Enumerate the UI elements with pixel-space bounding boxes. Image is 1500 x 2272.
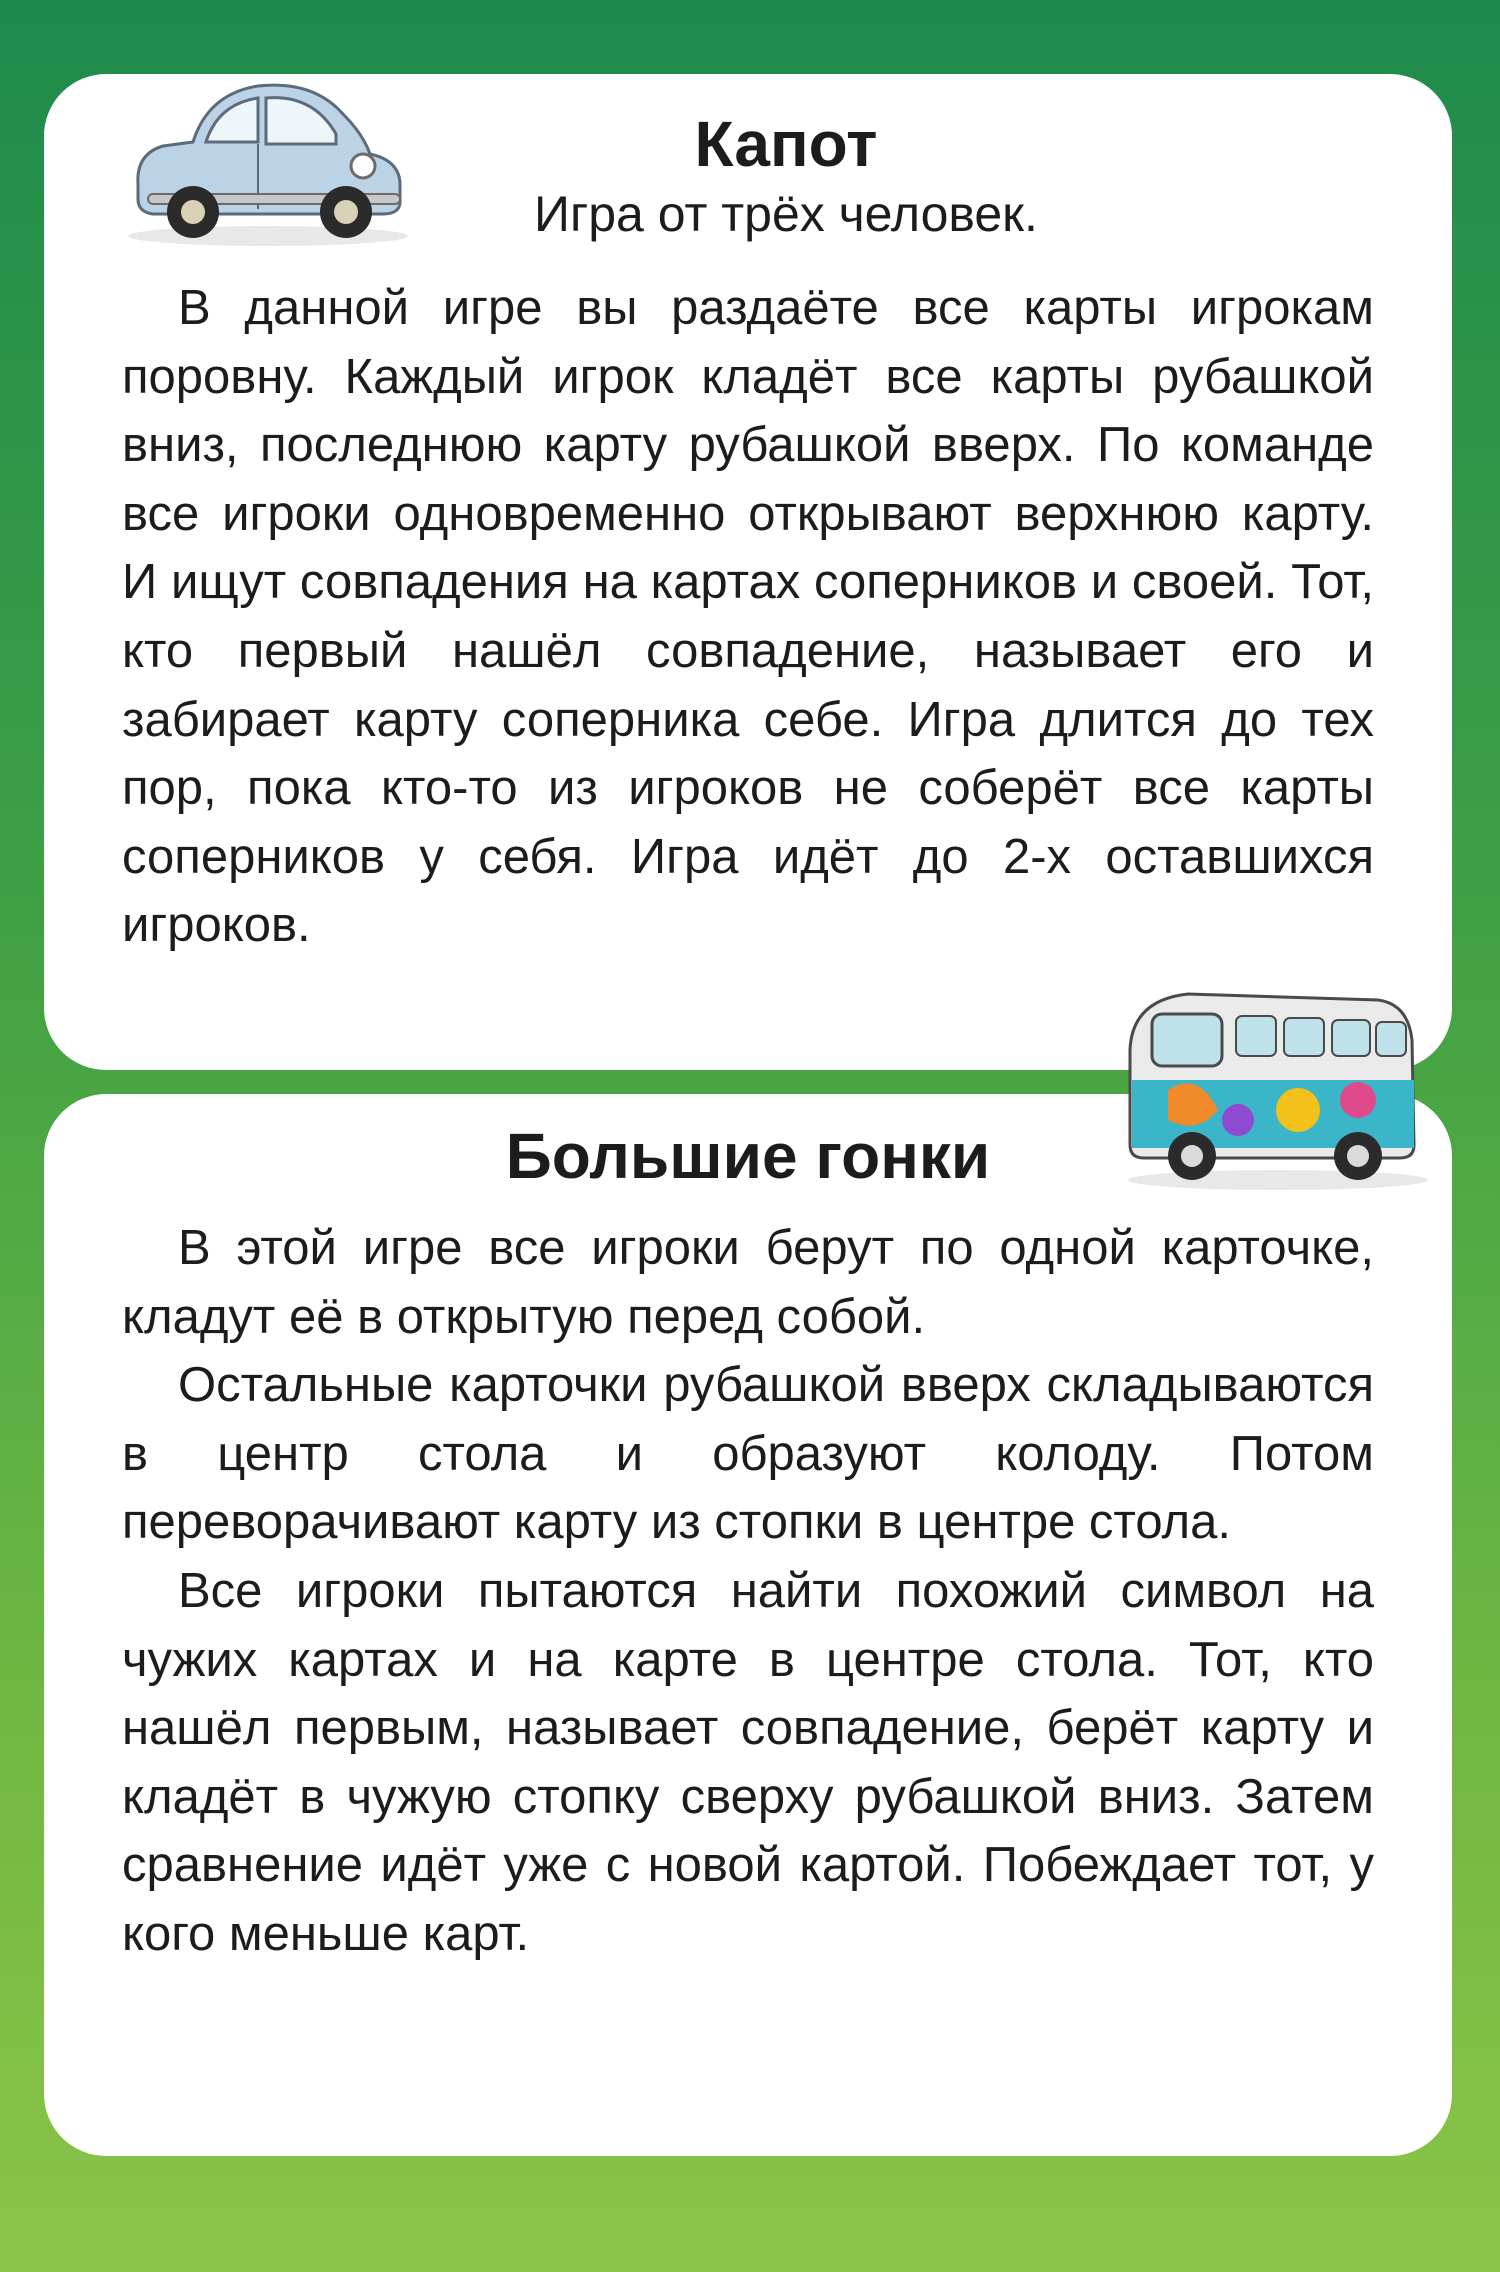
card-title: Большие гонки [505, 1120, 991, 1192]
card-body [122, 1214, 1374, 1969]
vintage-car-icon [108, 54, 418, 254]
paragraph: В данной игре вы раздаёте все карты игрокам поровну. Каждый игрок кладёт все карты рубашкой вниз, последнюю карту рубашкой вверх. По команде все игроки одновременно открывают верхнюю карту. И ищут совпадения на картах соперников и своей. Тот, кто первый нашёл совпадение, называет его и забирает карту соперника себе. Игра длится до тех пор, пока кто-то из игроков не соберёт все карты соперников у себя. Игра идёт до 2-х оставшихся игроков. [122, 281, 1374, 953]
paragraph: Все игроки пытаются найти похожий символ на чужих картах и на карте в центре стола. Тот, кто нашёл первым, называет совпадение, берёт карту и кладёт в чужую стопку сверху рубашкой вниз. Затем сравнение идёт уже с новой картой. Побеждает тот, у кого меньше карт. [122, 1563, 1374, 1961]
card-title: Капот [694, 108, 878, 180]
rules-card-bolshie-gonki [44, 1094, 1452, 2156]
graffiti-van-icon [1108, 970, 1428, 1200]
paragraph: Остальные карточки рубашкой вверх складываются в центр стола и образуют колоду. Потом переворачивают карту из стопки в центре стола. [122, 1358, 1374, 1550]
paragraph: В этой игре все игроки берут по одной карточке, кладут её в открытую перед собой. [122, 1221, 1374, 1344]
card-subtitle: Игра от трёх человек. [534, 186, 1038, 242]
card-body [122, 274, 1374, 960]
